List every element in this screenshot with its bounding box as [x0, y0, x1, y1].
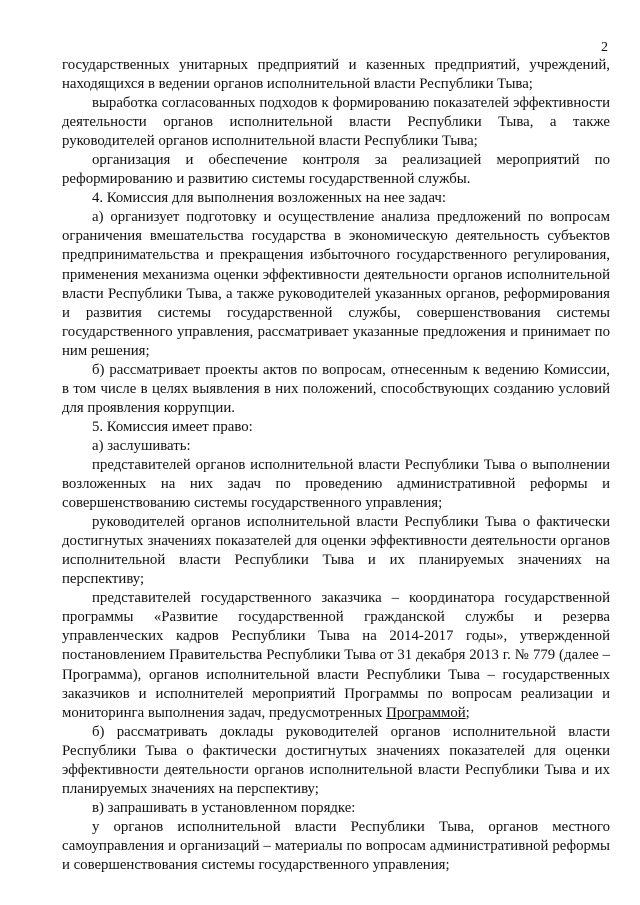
paragraph-tail: ;: [465, 704, 470, 721]
paragraph: у органов исполнительной власти Республики Тыва, органов местного самоуправления и организаций – материалы по вопросам административной реформы и совершенствования системы государственного управления;: [62, 818, 610, 873]
paragraph: а) организует подготовку и осуществление анализа предложений по вопросам ограничения вмешательства государства в экономическую деятельность субъектов предпринимательства и прекращения избыточного государственного регулирования, применения механизма оценки эффективности деятельности органов исполнительной власти Республики Тыва, а также руководителей указанных органов, реформирования и развития системы государственной службы, совершенствования системы государственного управления, рассматривает указанные предложения и принимает по ним решения;: [62, 209, 610, 359]
paragraph: организация и обеспечение контроля за реализацией мероприятий по реформированию и развитию системы государственной службы.: [62, 152, 610, 188]
paragraph: 4. Комиссия для выполнения возложенных на нее задач:: [92, 190, 446, 207]
paragraph: б) рассматривать доклады руководителей органов исполнительной власти Республики Тыва о фактически достигнутых значениях показателей для оценки эффективности деятельности органов исполнительной власти Республики Тыва и их планируемых значениях на перспективу;: [62, 723, 610, 797]
paragraph-with-link: [62, 589, 610, 722]
page-number: 2: [601, 40, 608, 55]
paragraph: 5. Комиссия имеет право:: [92, 418, 253, 435]
paragraph: представителей органов исполнительной власти Республики Тыва о выполнении возложенных на них задач по проведению административной реформы и совершенствованию системы государственного управления;: [62, 456, 610, 512]
paragraph: выработка согласованных подходов к формированию показателей эффективности деятельности органов исполнительной власти Республики Тыва, а также руководителей органов исполнительной власти Республики Тыва;: [62, 95, 610, 150]
paragraph-text: представителей государственного заказчика – координатора государственной программы «Развитие государственной гражданской службы и резерва управленческих кадров Республики Тыва на 2014-2017 годы», утвержденной постановлением Правительства Республики Тыва от 31 декабря 2013 г. № 779 (далее – Программа), органов исполнительной власти Республики Тыва – государственных заказчиков и исполнителей мероприятий Программы по вопросам реализации и мониторинга выполнения задач, предусмотренных: [62, 590, 610, 721]
paragraph: государственных унитарных предприятий и казенных предприятий, учреждений, находящихся в ведении органов исполнительной власти Республики Тыва;: [62, 57, 610, 93]
paragraph: руководителей органов исполнительной власти Республики Тыва о фактически достигнутых значениях показателей для оценки эффективности деятельности органов исполнительной власти Республики Тыва и их планируемых значениях на перспективу;: [62, 514, 610, 588]
program-link[interactable]: Программой: [386, 704, 466, 721]
document-body: [62, 56, 610, 875]
paragraph: в) запрашивать в установленном порядке:: [92, 799, 356, 816]
paragraph: а) заслушивать:: [92, 437, 191, 454]
paragraph: б) рассматривает проекты актов по вопросам, отнесенным к ведению Комиссии, в том числе в целях выявления в них положений, способствующих созданию условий для проявления коррупции.: [62, 361, 610, 416]
